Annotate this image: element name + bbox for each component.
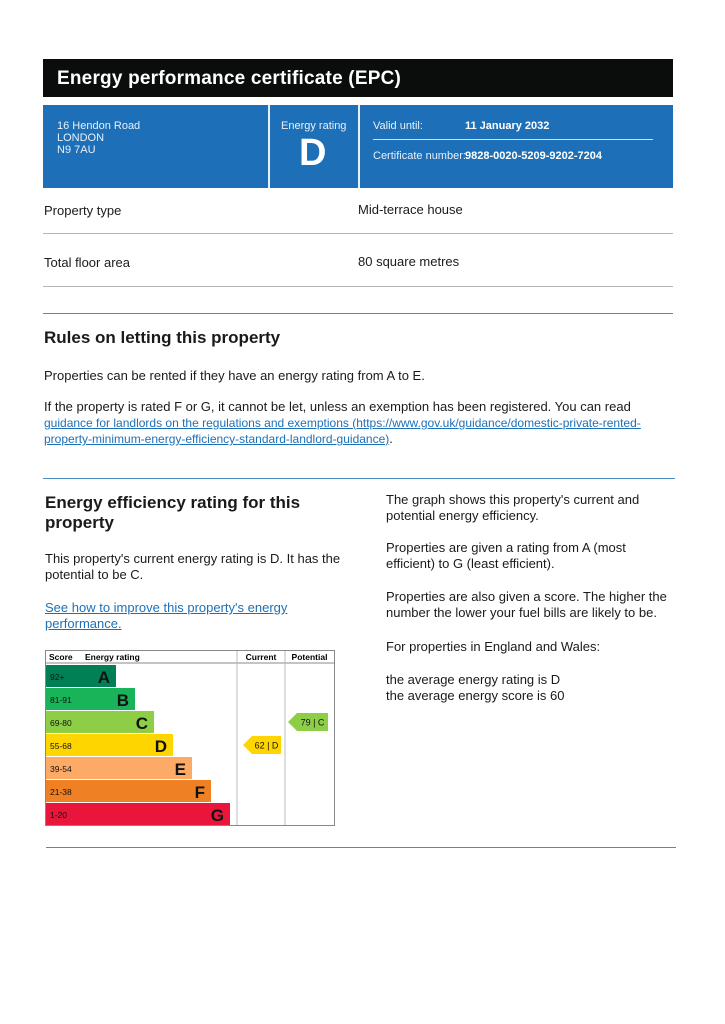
divider <box>43 286 673 287</box>
efficiency-intro: This property's current energy rating is D. It has the potential to be C. <box>45 551 341 582</box>
energy-rating-label: Energy rating <box>281 120 347 132</box>
summary-band <box>43 105 673 188</box>
graph-description: The graph shows this property's current and potential energy efficiency. <box>386 492 640 523</box>
region-text: For properties in England and Wales: <box>386 639 601 654</box>
band-letter-d: D <box>154 737 167 756</box>
band-score-f: 21-38 <box>50 787 72 797</box>
certificate-number-label: Certificate number: <box>373 150 466 162</box>
property-type-value: Mid-terrace house <box>358 202 463 217</box>
rules-paragraph: Properties can be rented if they have an energy rating from A to E. <box>44 368 425 383</box>
rules-paragraph <box>44 399 676 447</box>
divider <box>43 233 673 234</box>
band-score-c: 69-80 <box>50 718 72 728</box>
energy-rating-chart <box>45 650 335 826</box>
band-letter-c: C <box>135 714 148 733</box>
band-bar-g <box>46 803 230 825</box>
efficiency-heading: Energy efficiency rating for this property <box>45 493 301 532</box>
band-letter-b: B <box>116 691 129 710</box>
rules-text: If the property is rated F or G, it cannot be let, unless an exemption has been registered. You can read <box>44 399 631 414</box>
address-line: N9 7AU <box>57 144 96 156</box>
address-line: LONDON <box>57 132 105 144</box>
floor-area-label: Total floor area <box>44 255 130 270</box>
divider <box>268 105 270 188</box>
page-title: Energy performance certificate (EPC) <box>43 59 673 97</box>
divider <box>373 139 653 140</box>
band-score-d: 55-68 <box>50 741 72 751</box>
band-score-e: 39-54 <box>50 764 72 774</box>
property-type-label: Property type <box>44 203 122 218</box>
divider <box>358 105 360 188</box>
energy-rating-letter: D <box>299 132 327 174</box>
band-score-a: 92+ <box>50 672 65 682</box>
band-letter-a: A <box>97 668 110 687</box>
address-line: 16 Hendon Road <box>57 120 141 132</box>
improve-performance-link[interactable]: See how to improve this property's energy performance. <box>45 600 288 631</box>
chart-header-potential: Potential <box>291 652 328 662</box>
section-divider <box>43 313 673 314</box>
score-description: Properties are also given a score. The higher the number the lower your fuel bills are likely to be. <box>386 589 667 620</box>
address <box>57 120 140 156</box>
potential-rating-label: 79 | C <box>300 717 325 728</box>
section-divider <box>46 847 676 848</box>
chart-header-rating: Energy rating <box>85 652 140 662</box>
band-letter-e: E <box>174 760 186 779</box>
valid-until-date: 11 January 2032 <box>465 120 550 132</box>
band-letter-f: F <box>194 783 205 802</box>
chart-header-current: Current <box>245 652 277 662</box>
chart-header-score: Score <box>49 652 73 662</box>
landlord-guidance-link[interactable]: guidance for landlords on the regulations and exemptions (https://www.gov.uk/guidance/domestic-private-rented-property-minimum-energy-efficiency-standard-landlord-guidance) <box>44 416 641 446</box>
band-score-g: 1-20 <box>50 810 68 820</box>
current-rating-label: 62 | D <box>254 740 279 751</box>
floor-area-value: 80 square metres <box>358 254 460 269</box>
average-score: the average energy score is 60 <box>386 688 565 703</box>
certificate-number: 9828-0020-5209-9202-7204 <box>465 150 603 162</box>
rules-heading: Rules on letting this property <box>44 328 281 347</box>
rules-text-end: . <box>389 431 393 446</box>
average-rating: the average energy rating is D <box>386 672 561 687</box>
rating-description: Properties are given a rating from A (most efficient) to G (least efficient). <box>386 540 626 571</box>
band-score-b: 81-91 <box>50 695 72 705</box>
band-letter-g: G <box>210 806 224 825</box>
valid-until-label: Valid until: <box>373 120 423 132</box>
section-divider <box>43 478 675 479</box>
energy-rating-chart-svg <box>46 651 334 825</box>
